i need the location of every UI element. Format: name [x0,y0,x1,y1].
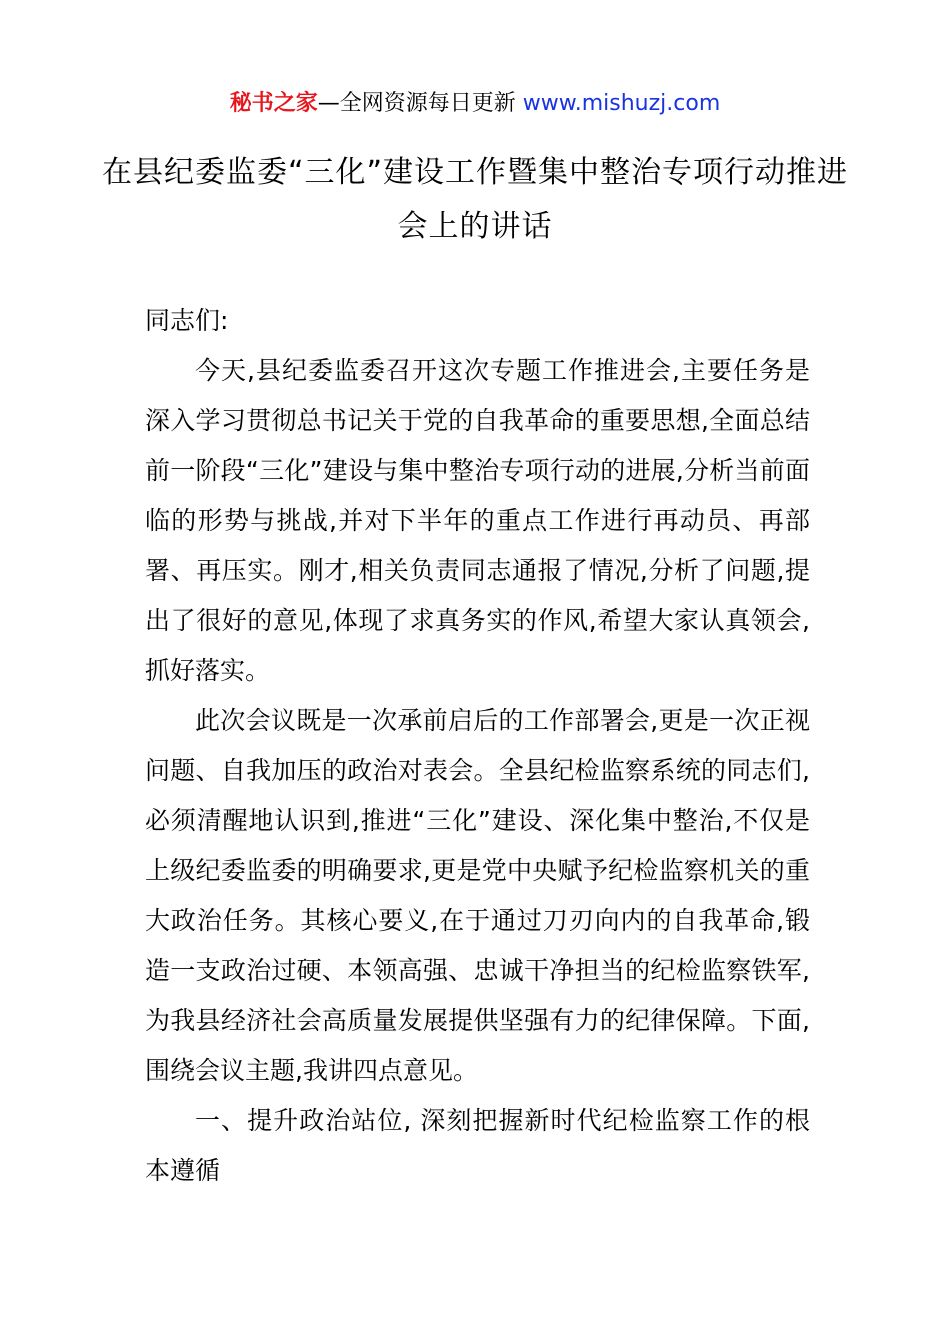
paragraph: 此次会议既是一次承前启后的工作部署会,更是一次正视问题、自我加压的政治对表会。全县纪检监察系统的同志们,必须清醒地认识到,推进“三化”建设、深化集中整治,不仅是上级纪委监委的明确要求,更是党中央赋予纪检监察机关的重大政治任务。其核心要义,在于通过刀刃向内的自我革命,锻造一支政治过硬、本领高强、忠诚干净担当的纪检监察铁军,为我县经济社会高质量发展提供坚强有力的纪律保障。下面,围绕会议主题,我讲四点意见。 [145,706,810,1085]
header-tagline: —全网资源每日更新 [317,91,523,116]
paragraph: 今天,县纪委监委召开这次专题工作推进会,主要任务是深入学习贯彻总书记关于党的自我革命的重要思想,全面总结前一阶段“三化”建设与集中整治专项行动的进展,分析当前面临的形势与挑战,并对下半年的重点工作进行再动员、再部署、再压实。刚才,相关负责同志通报了情况,分析了问题,提出了很好的意见,体现了求真务实的作风,希望大家认真领会,抓好落实。 [145,356,810,685]
section-heading: 一、提升政治站位, 深刻把握新时代纪检监察工作的根本遵循 [145,1106,810,1185]
salutation: 同志们: [145,306,229,335]
document-body [145,296,810,1196]
brand-name: 秘书之家 [229,91,318,116]
site-header [0,88,950,120]
site-url-link[interactable]: www.mishuzj.com [522,91,721,116]
document-title: 在县纪委监委“三化”建设工作暨集中整治专项行动推进会上的讲话 [101,155,849,244]
